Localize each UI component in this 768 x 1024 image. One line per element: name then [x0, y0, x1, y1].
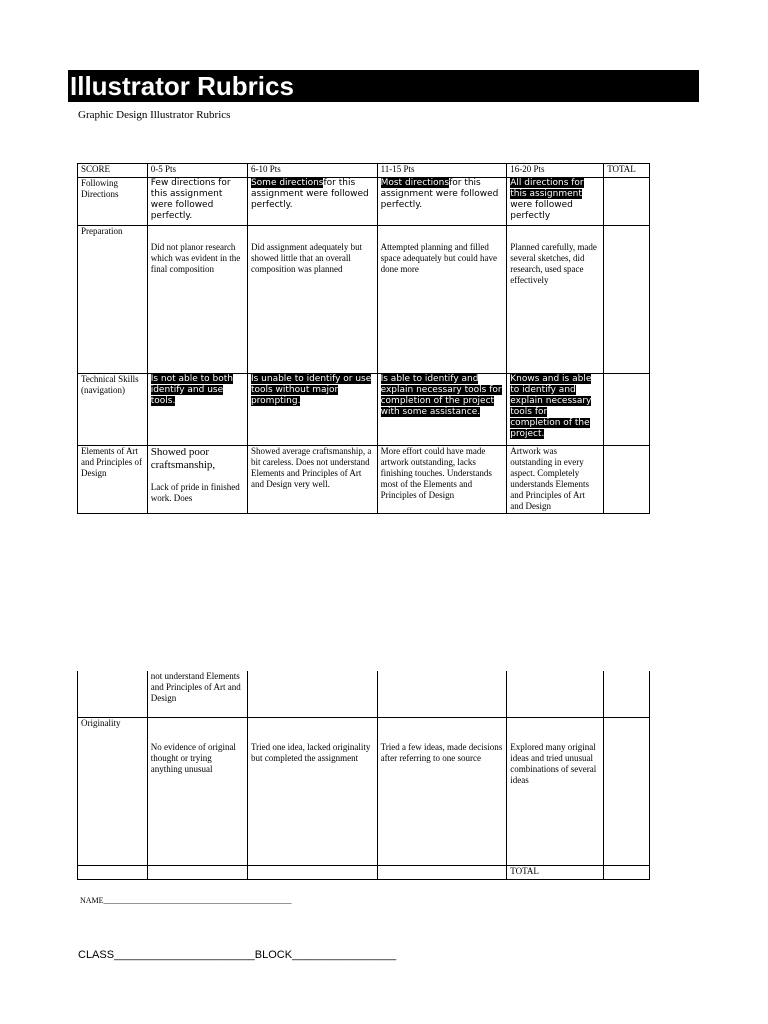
cell-continued-total	[604, 671, 650, 717]
cell-text: Did assignment adequately but showed little that an overall composition was planned	[250, 242, 363, 274]
cell-continued-6-10	[247, 671, 377, 717]
header-16-20: 16-20 Pts	[507, 164, 604, 178]
cell-preparation-16-20	[507, 226, 604, 374]
criterion-following-directions: Following Directions	[78, 178, 148, 226]
row-originality	[78, 717, 650, 865]
cell-text: for this assignment were followed perfectly.	[250, 178, 369, 210]
criterion-technical-skills: Technical Skills (navigation)	[78, 374, 148, 446]
cell-following-0-5: Few directions for this assignment were followed perfectly.	[147, 178, 247, 226]
row-preparation	[78, 226, 650, 374]
highlight-text: Most directions	[380, 178, 450, 188]
cell-following-16-20	[507, 178, 604, 226]
cell-technical-6-10	[247, 374, 377, 446]
cell-elements-6-10: Showed average craftsmanship, a bit careless. Does not understand Elements and Principles of Art and Design very well.	[247, 446, 377, 514]
cell-total-value	[604, 865, 650, 879]
row-total	[78, 865, 650, 879]
row-elements-principles	[78, 446, 650, 514]
cell-text: were followed perfectly	[510, 200, 573, 221]
cell-text: Attempted planning and filled space adequately but could have done more	[380, 242, 498, 274]
cell-preparation-total	[604, 226, 650, 374]
cell-text: Tried a few ideas, made decisions after referring to one source	[380, 741, 503, 763]
header-6-10: 6-10 Pts	[247, 164, 377, 178]
cell-technical-16-20	[507, 374, 604, 446]
cell-preparation-11-15	[377, 226, 507, 374]
cell-elements-0-5	[147, 446, 247, 514]
highlight-text: Is unable to identify or use tools without major prompting.	[250, 374, 372, 406]
cell-total-blank-0	[78, 865, 148, 879]
rubric-table-page-2	[77, 671, 650, 880]
row-elements-continued	[78, 671, 650, 717]
cell-elements-total	[604, 446, 650, 514]
cell-following-11-15	[377, 178, 507, 226]
cell-text: Explored many original ideas and tried unusual combinations of several ideas	[510, 741, 597, 785]
cell-originality-0-5	[147, 717, 247, 865]
criterion-preparation: Preparation	[78, 226, 148, 374]
row-technical-skills	[78, 374, 650, 446]
cell-text-large: Showed poor craftsmanship,	[150, 446, 216, 471]
cell-following-total	[604, 178, 650, 226]
cell-elements-16-20: Artwork was outstanding in every aspect. Completely understands Elements and Principles of Art and Design	[507, 446, 604, 514]
cell-originality-6-10	[247, 717, 377, 865]
cell-technical-11-15	[377, 374, 507, 446]
cell-text: No evidence of original thought or trying anything unusual	[150, 741, 236, 774]
cell-preparation-6-10	[247, 226, 377, 374]
row-following-directions	[78, 178, 650, 226]
cell-elements-0-5-continued: not understand Elements and Principles of Art and Design	[147, 671, 247, 717]
page-title: Illustrator Rubrics	[68, 70, 699, 102]
cell-following-6-10	[247, 178, 377, 226]
cell-continued-11-15	[377, 671, 507, 717]
cell-total-blank-3	[377, 865, 507, 879]
cell-technical-total	[604, 374, 650, 446]
cell-technical-0-5	[147, 374, 247, 446]
cell-text: Planned carefully, made several sketches, did research, used space effectively	[510, 242, 597, 285]
cell-text: Did not planor research which was evident in the final composition	[150, 242, 241, 274]
page-subtitle: Graphic Design Illustrator Rubrics	[78, 109, 231, 121]
cell-originality-16-20	[507, 717, 604, 865]
header-row	[78, 164, 650, 178]
highlight-text: Is able to identify and explain necessary tools for completion of the project with some assistance.	[380, 374, 502, 417]
cell-text: Lack of pride in finished work. Does	[150, 482, 240, 503]
total-label: TOTAL	[507, 865, 604, 879]
name-field-line: NAME_______________________________________________	[80, 896, 292, 905]
header-score: SCORE	[78, 164, 148, 178]
class-block-field-line: CLASS_______________________BLOCK_________________	[78, 949, 397, 961]
cell-originality-total	[604, 717, 650, 865]
rubric-table-page-1	[77, 163, 650, 514]
cell-text: for this assignment were followed perfectly.	[380, 178, 499, 210]
header-11-15: 11-15 Pts	[377, 164, 507, 178]
highlight-text: All directions for this assignment	[510, 178, 584, 199]
criterion-elements-principles: Elements of Art and Principles of Design	[78, 446, 148, 514]
cell-originality-11-15	[377, 717, 507, 865]
highlight-text: Knows and is able to identify and explain necessary tools for completion of the project.	[510, 374, 592, 439]
highlight-text: Some directions	[250, 178, 324, 188]
cell-preparation-0-5	[147, 226, 247, 374]
cell-total-blank-2	[247, 865, 377, 879]
cell-elements-11-15: More effort could have made artwork outstanding, lacks finishing touches. Understands most of the Elements and Principles of Design	[377, 446, 507, 514]
criterion-originality: Originality	[78, 717, 148, 865]
cell-total-blank-1	[147, 865, 247, 879]
cell-continued-16-20	[507, 671, 604, 717]
highlight-text: Is not able to both identify and use tools.	[150, 374, 233, 406]
header-0-5: 0-5 Pts	[147, 164, 247, 178]
header-total: TOTAL	[604, 164, 650, 178]
cell-text: Tried one idea, lacked originality but completed the assignment	[250, 741, 371, 763]
cell-continued-criterion	[78, 671, 148, 717]
